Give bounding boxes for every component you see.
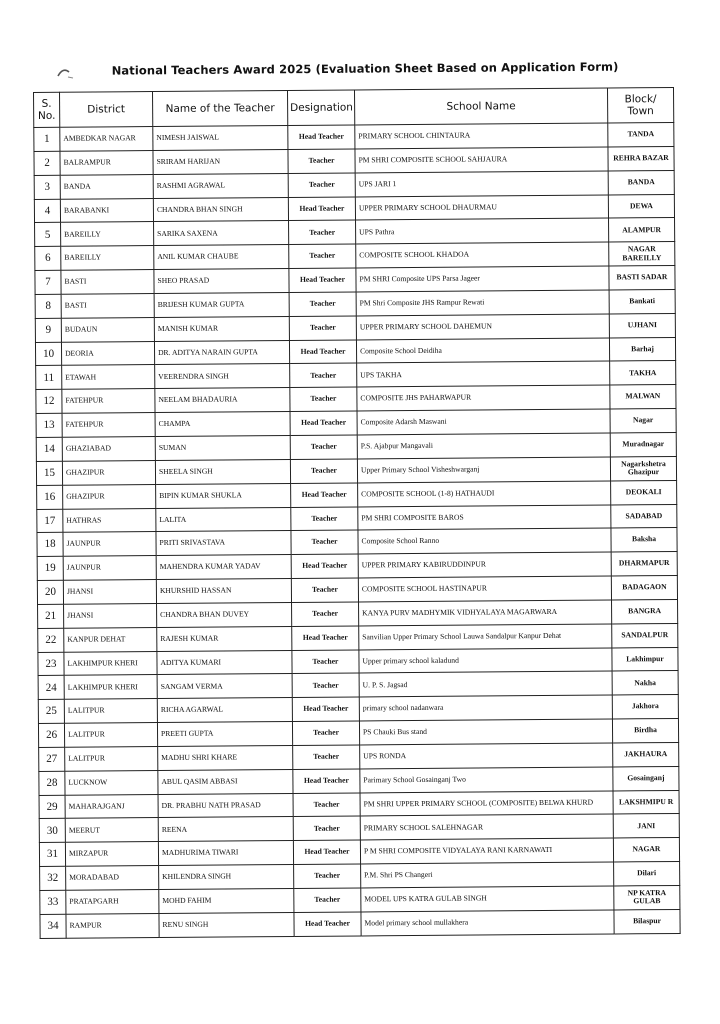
cell-school: UPS TAKHA [357,361,610,387]
cell-designation: Teacher [288,149,355,173]
cell-school: Composite School Deidiha [356,338,609,364]
cell-designation: Head Teacher [291,554,358,578]
cell-school: COMPOSITE SCHOOL HASTINAPUR [358,576,611,602]
cell-teacher: KHILENDRA SINGH [159,865,294,890]
cell-school: Parimary School Gosainganj Two [360,767,613,793]
cell-block: JANI [613,814,679,838]
cell-district: FATEHPUR [62,413,155,438]
cell-sno: 17 [37,509,63,533]
cell-designation: Teacher [289,244,356,268]
cell-designation: Teacher [290,363,357,387]
cell-block: Nakha [612,671,678,695]
cell-designation: Teacher [294,864,361,888]
cell-district: JHANSI [64,603,157,628]
cell-school: Upper Primary School Visheshwarganj [357,457,610,483]
cell-school: UPPER PRIMARY KABIRUDDINPUR [358,552,611,578]
cell-sno: 2 [34,151,60,175]
cell-sno: 11 [36,366,62,390]
cell-district: ETAWAH [62,365,155,390]
cell-block: Bankati [609,289,675,313]
cell-teacher: VEERENDRA SINGH [155,364,290,389]
cell-sno: 5 [35,223,61,247]
cell-block: DEWA [608,194,674,218]
cell-designation: Teacher [290,435,357,459]
cell-school: PM SHRI COMPOSITE BAROS [358,504,611,530]
cell-block: NP KATRA GULAB [614,885,680,909]
cell-designation: Head Teacher [288,197,355,221]
cell-sno: 33 [40,890,66,914]
cell-school: P M SHRI COMPOSITE VIDYALAYA RANI KARNAWATI [360,838,613,864]
cell-district: LUCKNOW [65,770,158,795]
cell-block: ALAMPUR [609,218,675,242]
cell-district: LAKHIMPUR KHERI [64,651,157,676]
cell-designation: Teacher [290,387,357,411]
cell-teacher: NEELAM BHADAURIA [155,388,290,413]
cell-block: Bilaspur [614,909,680,933]
cell-designation: Teacher [289,292,356,316]
cell-district: PRATAPGARH [66,890,159,915]
cell-sno: 19 [37,556,63,580]
cell-district: FATEHPUR [62,389,155,414]
cell-block: BANDA [608,170,674,194]
cell-designation: Head Teacher [288,125,355,149]
cell-teacher: RASHMI AGRAWAL [153,173,288,198]
cell-designation: Head Teacher [289,340,356,364]
cell-district: BUDAUN [61,317,154,342]
cell-school: Model primary school mullakhera [361,910,614,936]
cell-school: PS Chauki Bus stand [359,719,612,745]
teachers-table [33,87,681,939]
cell-sno: 16 [37,485,63,509]
cell-sno: 31 [39,843,65,867]
cell-designation: Head Teacher [294,912,361,936]
cell-sno: 32 [40,866,66,890]
cell-block: BANGRA [612,599,678,623]
cell-school: Composite School Ranno [358,528,611,554]
cell-designation: Head Teacher [291,483,358,507]
cell-designation: Teacher [293,793,360,817]
cell-district: BAREILLY [61,222,154,247]
cell-district: MAHARAJGANJ [65,794,158,819]
cell-sno: 22 [38,628,64,652]
cell-district: MIRZAPUR [65,842,158,867]
cell-sno: 28 [39,771,65,795]
cell-designation: Teacher [292,650,359,674]
cell-district: AMBEDKAR NAGAR [60,127,153,152]
cell-block: NAGAR [613,838,679,862]
cell-teacher: ABUL QASIM ABBASI [158,769,293,794]
cell-district: LAKHIMPUR KHERI [64,675,157,700]
cell-school: Upper primary school kaladund [359,648,612,674]
cell-district: BASTI [61,270,154,295]
cell-school: PM Shri Composite JHS Rampur Rewati [356,290,609,316]
cell-school: UPS Pathra [356,218,609,244]
cell-sno: 13 [36,413,62,437]
cell-block: REHRA BAZAR [608,146,674,170]
cell-teacher: RICHA AGARWAL [157,698,292,723]
cell-block: UJHANI [609,313,675,337]
cell-sno: 29 [39,795,65,819]
cell-teacher: SHEO PRASAD [154,269,289,294]
header-district: District [60,92,153,128]
cell-sno: 9 [35,318,61,342]
cell-teacher: SUMAN [155,435,290,460]
cell-district: LALITPUR [64,723,157,748]
cell-school: PM SHRI UPPER PRIMARY SCHOOL (COMPOSITE) BELWA KHURD [360,791,613,817]
cell-sno: 20 [37,580,63,604]
cell-sno: 24 [38,676,64,700]
cell-teacher: MOHD FAHIM [159,888,294,913]
cell-block: NAGAR BAREILLY [609,242,675,266]
cell-district: GHAZIABAD [62,437,155,462]
cell-sno: 7 [35,270,61,294]
cell-district: MEERUT [65,818,158,843]
cell-sno: 14 [36,437,62,461]
cell-teacher: CHAMPA [155,412,290,437]
cell-school: PRIMARY SCHOOL SALEHNAGAR [360,814,613,840]
cell-school: MODEL UPS KATRA GULAB SINGH [361,886,614,912]
cell-teacher: MADHU SHRI KHARE [158,745,293,770]
cell-teacher: ANIL KUMAR CHAUBE [154,245,289,270]
cell-teacher: ADITYA KUMARI [157,650,292,675]
cell-school: UPPER PRIMARY SCHOOL DAHEMUN [356,314,609,340]
cell-block: TANDA [608,122,674,146]
cell-block: TAKHA [610,361,676,385]
cell-school: P.S. Ajabpur Mangavali [357,433,610,459]
cell-designation: Teacher [292,673,359,697]
cell-teacher: MADHURIMA TIWARI [158,841,293,866]
cell-sno: 18 [37,533,63,557]
cell-sno: 23 [38,652,64,676]
cell-designation: Teacher [292,602,359,626]
cell-teacher: SARIKA SAXENA [154,221,289,246]
cell-teacher: BIPIN KUMAR SHUKLA [156,483,291,508]
cell-school: U. P. S. Jagsad [359,671,612,697]
cell-block: Dilari [614,862,680,886]
cell-district: JAUNPUR [63,556,156,581]
cell-district: LALITPUR [64,699,157,724]
cell-sno: 8 [35,294,61,318]
cell-block: Lakhimpur [612,647,678,671]
cell-district: MORADABAD [66,866,159,891]
cell-school: PM SHRI Composite UPS Parsa Jageer [356,266,609,292]
cell-sno: 27 [39,747,65,771]
cell-teacher: LALITA [156,507,291,532]
cell-sno: 12 [36,390,62,414]
cell-sno: 30 [39,819,65,843]
cell-block: DHARMAPUR [611,552,677,576]
cell-teacher: DR. ADITYA NARAIN GUPTA [154,340,289,365]
header-designation: Designation [287,90,354,126]
table-body [34,122,680,938]
cell-designation: Teacher [289,220,356,244]
cell-block: Birdha [612,719,678,743]
cell-designation: Teacher [292,721,359,745]
cell-block: Baksha [611,528,677,552]
cell-school: P.M. Shri PS Changeri [361,862,614,888]
cell-district: BAREILLY [61,246,154,271]
cell-sno: 25 [38,700,64,724]
cell-teacher: BRIJESH KUMAR GUPTA [154,292,289,317]
cell-block: LAKSHMIPU R [613,790,679,814]
cell-designation: Teacher [291,530,358,554]
cell-designation: Head Teacher [289,268,356,292]
cell-block: Barhaj [609,337,675,361]
cell-school: COMPOSITE SCHOOL (1-8) HATHAUDI [358,481,611,507]
cell-sno: 21 [38,604,64,628]
cell-block: SADABAD [611,504,677,528]
cell-school: UPS RONDA [360,743,613,769]
cell-designation: Teacher [288,173,355,197]
cell-school: UPS JARI 1 [355,171,608,197]
cell-block: MALWAN [610,385,676,409]
cell-block: DEOKALI [611,480,677,504]
cell-teacher: PREETI GUPTA [157,722,292,747]
cell-district: JAUNPUR [63,532,156,557]
page-title: National Teachers Award 2025 (Evaluation Sheet Based on Application Form) [111,59,619,78]
evaluation-sheet [33,87,681,939]
cell-school: PM SHRI COMPOSITE SCHOOL SAHJAURA [355,147,608,173]
cell-teacher: PRITI SRIVASTAVA [156,531,291,556]
cell-teacher: KHURSHID HASSAN [156,579,291,604]
cell-district: BALRAMPUR [60,150,153,175]
cell-designation: Teacher [289,316,356,340]
cell-block: Jakhora [612,695,678,719]
cell-block: BASTI SADAR [609,266,675,290]
cell-block: Gosainganj [613,766,679,790]
cell-district: LALITPUR [65,746,158,771]
cell-sno: 1 [34,127,60,151]
table-row [40,909,680,938]
cell-district: GHAZIPUR [63,484,156,509]
cell-school: UPPER PRIMARY SCHOOL DHAURMAU [355,195,608,221]
cell-district: BANDA [60,174,153,199]
cell-district: BARABANKI [60,198,153,223]
header-sno: S. No. [34,92,60,127]
cell-designation: Teacher [290,459,357,483]
cell-teacher: NIMESH JAISWAL [153,126,288,151]
cell-designation: Head Teacher [293,769,360,793]
cell-district: HATHRAS [63,508,156,533]
cell-district: KANPUR DEHAT [64,627,157,652]
cell-teacher: REENA [158,817,293,842]
cell-designation: Teacher [291,506,358,530]
cell-designation: Head Teacher [292,697,359,721]
cell-school: Composite Adarsh Maswani [357,409,610,435]
cell-teacher: SRIRAM HARIJAN [153,149,288,174]
cell-teacher: MANISH KUMAR [154,316,289,341]
cell-school: primary school nadanwara [359,695,612,721]
cell-sno: 26 [38,723,64,747]
table-header-row [34,87,674,127]
cell-designation: Teacher [293,816,360,840]
cell-teacher: DR. PRABHU NATH PRASAD [158,793,293,818]
cell-block: JAKHAURA [613,742,679,766]
cell-sno: 6 [35,247,61,271]
cell-teacher: RAJESH KUMAR [157,626,292,651]
cell-district: JHANSI [63,580,156,605]
cell-teacher: SANGAM VERMA [157,674,292,699]
cell-sno: 10 [35,342,61,366]
cell-district: RAMPUR [66,913,159,938]
cell-sno: 4 [34,199,60,223]
cell-designation: Teacher [291,578,358,602]
cell-teacher: SHEELA SINGH [155,459,290,484]
cell-district: GHAZIPUR [62,460,155,485]
cell-sno: 3 [34,175,60,199]
cell-designation: Teacher [294,888,361,912]
cell-block: BADAGAON [611,575,677,599]
cell-teacher: CHANDRA BHAN DUVEY [157,602,292,627]
cell-sno: 34 [40,914,66,938]
cell-designation: Teacher [293,745,360,769]
cell-designation: Head Teacher [292,626,359,650]
header-school: School Name [354,88,607,125]
cell-teacher: MAHENDRA KUMAR YADAV [156,555,291,580]
cell-school: COMPOSITE SCHOOL KHADOA [356,242,609,268]
cell-designation: Head Teacher [290,411,357,435]
cell-designation: Head Teacher [293,840,360,864]
cell-school: PRIMARY SCHOOL CHINTAURA [355,123,608,149]
cell-block: Muradnagar [610,432,676,456]
cell-sno: 15 [36,461,62,485]
cell-teacher: RENU SINGH [159,912,294,937]
cell-teacher: CHANDRA BHAN SINGH [153,197,288,222]
cell-block: Nagarkshetra Ghazipur [610,456,676,480]
cell-school: KANYA PURV MADHYMIK VIDHYALAYA MAGARWARA [359,600,612,626]
cell-block: Nagar [610,409,676,433]
cell-block: SANDALPUR [612,623,678,647]
header-teacher: Name of the Teacher [153,91,288,127]
cell-district: DEORIA [61,341,154,366]
header-block: Block/ Town [607,87,673,123]
cell-district: BASTI [61,293,154,318]
cell-school: Sanvilian Upper Primary School Lauwa Sandalpur Kanpur Dehat [359,624,612,650]
cell-school: COMPOSITE JHS PAHARWAPUR [357,385,610,411]
